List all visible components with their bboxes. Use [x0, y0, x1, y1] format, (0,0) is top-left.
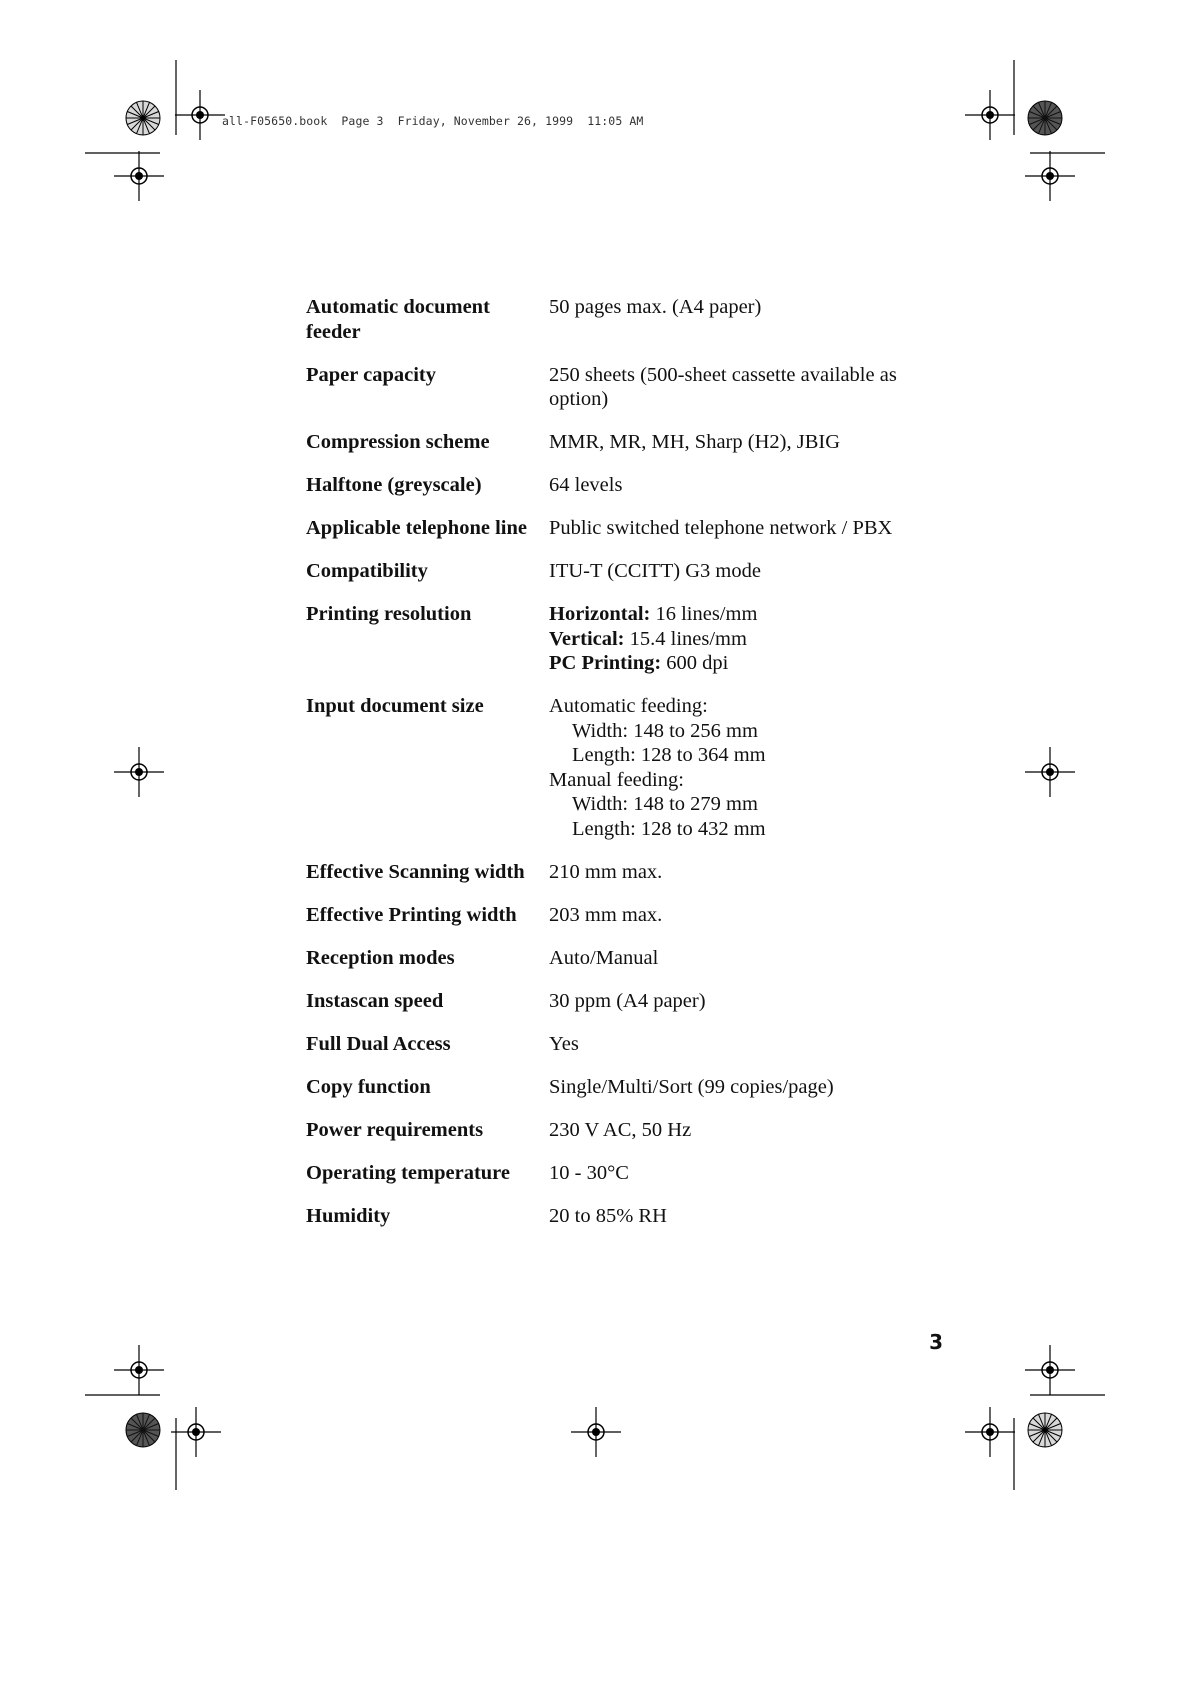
- registration-star-icon: [126, 101, 160, 135]
- spec-label: Copy function: [306, 1075, 431, 1098]
- spec-value: Single/Multi/Sort (99 copies/page): [549, 1075, 834, 1098]
- spec-label: Operating temperature: [306, 1161, 510, 1184]
- registration-mark-icon: [171, 1407, 221, 1457]
- registration-mark-icon: [965, 1407, 1015, 1457]
- registration-mark-icon: [965, 90, 1015, 140]
- spec-value: 210 mm max.: [549, 860, 663, 883]
- registration-mark-icon: [571, 1407, 621, 1457]
- spec-value: 10 - 30°C: [549, 1161, 629, 1184]
- spec-label: Reception modes: [306, 946, 455, 969]
- spec-row-adf: [306, 295, 946, 344]
- spec-label: Input document size: [306, 695, 484, 717]
- spec-label: Power requirements: [306, 1118, 484, 1141]
- spec-row-instascan: [306, 989, 946, 1014]
- spec-label: Effective Scanning width: [306, 860, 525, 883]
- spec-label: Compression scheme: [306, 431, 490, 453]
- spec-value: 230 V AC, 50 Hz: [549, 1118, 692, 1141]
- spec-label: Paper capacity: [306, 363, 436, 386]
- spec-value: [549, 694, 946, 841]
- spec-label: Instascan speed: [306, 989, 444, 1012]
- spec-value: 30 ppm (A4 paper): [549, 989, 706, 1012]
- resolution-pc: [549, 651, 946, 676]
- spec-row-printing-resolution: [306, 602, 946, 676]
- resolution-value: 16 lines/mm: [655, 603, 758, 625]
- spec-value: 50 pages max. (A4 paper): [549, 296, 762, 318]
- registration-star-icon: [1028, 1413, 1062, 1447]
- resolution-value: 600 dpi: [666, 652, 729, 674]
- spec-label: Compatibility: [306, 560, 428, 582]
- registration-mark-icon: [114, 1345, 164, 1395]
- registration-mark-icon: [114, 151, 164, 201]
- spec-row-copy-function: [306, 1075, 946, 1100]
- spec-label: Automatic document feeder: [306, 296, 490, 343]
- spec-row-telephone-line: [306, 516, 946, 541]
- spec-row-paper-capacity: [306, 363, 946, 412]
- spec-value: ITU-T (CCITT) G3 mode: [549, 560, 761, 582]
- page-number: 3: [929, 1330, 943, 1354]
- spec-label: Printing resolution: [306, 603, 472, 625]
- spec-row-humidity: [306, 1204, 946, 1229]
- registration-mark-icon: [1025, 151, 1075, 201]
- auto-feeding-width: Width: 148 to 256 mm: [572, 719, 758, 742]
- resolution-key: PC Printing:: [549, 652, 662, 674]
- spec-row-input-document-size: [306, 694, 946, 841]
- resolution-vertical: [549, 627, 946, 652]
- spec-row-power: [306, 1118, 946, 1143]
- resolution-value: 15.4 lines/mm: [629, 627, 747, 650]
- spec-label: Halftone (greyscale): [306, 474, 482, 496]
- registration-star-icon: [1028, 101, 1062, 135]
- spec-value: [549, 602, 946, 676]
- spec-value: Public switched telephone network / PBX: [549, 517, 893, 539]
- spec-value: 20 to 85% RH: [549, 1204, 667, 1227]
- spec-row-printing-width: [306, 903, 946, 928]
- spec-value: 203 mm max.: [549, 903, 663, 926]
- spec-row-halftone: [306, 473, 946, 498]
- resolution-horizontal: [549, 602, 946, 627]
- spec-label: Full Dual Access: [306, 1032, 451, 1055]
- manual-feeding-length: Length: 128 to 432 mm: [572, 817, 766, 840]
- spec-value: Auto/Manual: [549, 946, 659, 969]
- spec-value: 64 levels: [549, 474, 623, 496]
- manual-feeding-width: Width: 148 to 279 mm: [572, 793, 758, 815]
- auto-feeding-length: Length: 128 to 364 mm: [572, 744, 766, 766]
- registration-star-icon: [126, 1413, 160, 1447]
- spec-label: Applicable telephone line: [306, 517, 527, 539]
- spec-value: Yes: [549, 1032, 579, 1055]
- spec-row-compatibility: [306, 559, 946, 584]
- manual-feeding-heading: Manual feeding:: [549, 768, 684, 791]
- spec-row-temperature: [306, 1161, 946, 1186]
- spec-row-dual-access: [306, 1032, 946, 1057]
- spec-row-scanning-width: [306, 860, 946, 885]
- spec-value: 250 sheets (500-sheet cassette available as option): [549, 363, 897, 410]
- registration-mark-icon: [175, 90, 225, 140]
- specifications-table: [306, 295, 946, 1247]
- registration-mark-icon: [114, 747, 164, 797]
- spec-label: Humidity: [306, 1204, 391, 1227]
- registration-mark-icon: [1025, 1345, 1075, 1395]
- spec-value: MMR, MR, MH, Sharp (H2), JBIG: [549, 431, 841, 453]
- resolution-key: Vertical:: [549, 627, 625, 650]
- registration-mark-icon: [1025, 747, 1075, 797]
- print-slug-header: all-F05650.book Page 3 Friday, November 26, 1999 11:05 AM: [222, 114, 644, 128]
- resolution-key: Horizontal:: [549, 603, 651, 625]
- auto-feeding-heading: Automatic feeding:: [549, 695, 708, 717]
- spec-row-reception-modes: [306, 946, 946, 971]
- spec-label: Effective Printing width: [306, 903, 517, 926]
- spec-row-compression: [306, 430, 946, 455]
